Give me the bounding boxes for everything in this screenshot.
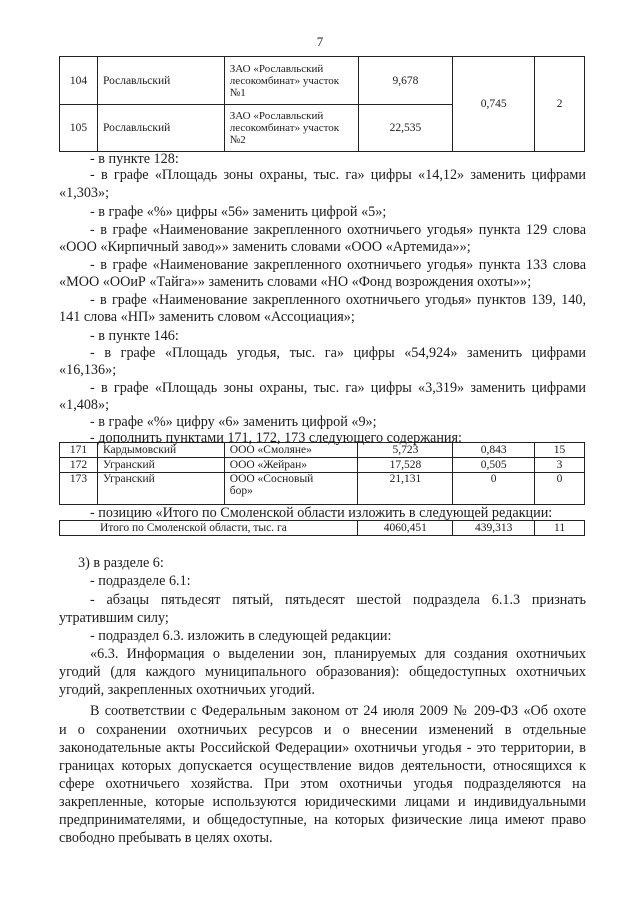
count-cell: 2 bbox=[535, 57, 585, 152]
district-cell: Угранский bbox=[97, 473, 224, 505]
area-cell: 22,535 bbox=[358, 105, 453, 152]
district-cell: Угранский bbox=[97, 458, 224, 473]
text-line: В соответствии с Федеральным законом от 24 июля 2009 № 209-ФЗ «Об охоте bbox=[90, 703, 586, 719]
text-line: утратившим силу; bbox=[59, 610, 169, 626]
owner-cell: ЗАО «Рославльский лесокомбинат» участок №2 bbox=[224, 105, 358, 152]
row-number: 171 bbox=[60, 443, 98, 458]
area-cell: 5,723 bbox=[358, 443, 453, 458]
table-row bbox=[60, 443, 585, 458]
text-line: угодий (для каждого муниципального образования): общедоступных охотничьих bbox=[59, 664, 586, 680]
row-number: 105 bbox=[60, 105, 98, 152]
row-number: 172 bbox=[60, 458, 98, 473]
count-cell: 11 bbox=[535, 521, 585, 536]
area-cell: 17,528 bbox=[358, 458, 453, 473]
text-line: «16,136»; bbox=[59, 362, 117, 378]
text-line: угодий, закрепленных охотничьих угодий. bbox=[59, 682, 315, 698]
count-cell: 15 bbox=[535, 443, 585, 458]
text-line: - в пункте 146: bbox=[90, 328, 179, 344]
text-line: предпринимателями, и общедоступные, на которых физические лица имеют право bbox=[59, 812, 586, 828]
text-line: закрепленные, которые используются юридическими лицами и индивидуальными bbox=[59, 794, 586, 810]
text-line: - в графе «Наименование закрепленного охотничьего угодья» пунктов 139, 140, bbox=[90, 292, 586, 308]
text-line: - в графе «Наименование закрепленного охотничьего угодья» пункта 133 слова bbox=[90, 257, 586, 273]
text-line: 3) в разделе 6: bbox=[78, 555, 164, 571]
row-number: 104 bbox=[60, 57, 98, 105]
text-line: - в пункте 128: bbox=[90, 151, 179, 167]
pct-cell: 0 bbox=[453, 473, 535, 505]
text-line: границах которых допускается осуществление видов деятельности, относящихся к bbox=[59, 758, 586, 774]
page-number: 7 bbox=[316, 34, 324, 49]
table-row bbox=[60, 57, 585, 105]
text-line: «1,408»; bbox=[59, 397, 110, 413]
owner-cell: ООО «Жейран» bbox=[224, 458, 358, 473]
area-cell: 9,678 bbox=[358, 57, 453, 105]
text-line: свободно пребывать в целях охоты. bbox=[59, 830, 273, 846]
row-number: 173 bbox=[60, 473, 98, 505]
text-line: - в графе «Площадь зоны охраны, тыс. га» цифры «14,12» заменить цифрами bbox=[90, 167, 586, 183]
count-cell: 3 bbox=[535, 458, 585, 473]
text-line: - подразделе 6.1: bbox=[90, 573, 191, 589]
table-total bbox=[59, 520, 585, 536]
text-line: сфере охотничьего хозяйства. При этом охотничьи угодья подразделяются на bbox=[59, 776, 586, 792]
text-line: - в графе «Площадь зоны охраны, тыс. га» цифры «3,319» заменить цифрами bbox=[90, 380, 586, 396]
text-line: - в графе «%» цифры «56» заменить цифрой «5»; bbox=[90, 204, 387, 220]
text-line: - абзацы пятьдесят пятый, пятьдесят шестой подраздела 6.1.3 признать bbox=[90, 592, 586, 608]
pct-cell: 439,313 bbox=[453, 521, 535, 536]
text-line: законодательные акты Российской Федерации» охотничьи угодья - это территории, в bbox=[59, 740, 586, 756]
text-line: 141 слова «НП» заменить словом «Ассоциация»; bbox=[59, 309, 355, 325]
pct-cell: 0,505 bbox=[453, 458, 535, 473]
text-line: «6.3. Информация о выделении зон, планируемых для создания охотничьих bbox=[90, 646, 586, 662]
owner-cell: ЗАО «Рославльский лесокомбинат» участок №1 bbox=[224, 57, 358, 105]
text-line: - дополнить пунктами 171, 172, 173 следующего содержания: bbox=[90, 430, 462, 446]
district-cell: Рославльский bbox=[97, 105, 224, 152]
area-cell: 4060,451 bbox=[358, 521, 453, 536]
table-row bbox=[60, 458, 585, 473]
area-cell: 21,131 bbox=[358, 473, 453, 505]
count-cell: 0 bbox=[535, 473, 585, 505]
table-row bbox=[60, 473, 585, 505]
owner-cell: ООО «Смоляне» bbox=[224, 443, 358, 458]
text-line: «1,303»; bbox=[59, 185, 110, 201]
text-line: - подраздел 6.3. изложить в следующей редакции: bbox=[90, 628, 392, 644]
text-line: «МОО «ООиР «Тайга»» заменить словами «НО «Фонд возрождения охоты»»; bbox=[59, 274, 532, 290]
owner-cell: ООО «Сосновый бор» bbox=[224, 473, 358, 505]
total-label: Итого по Смоленской области, тыс. га bbox=[60, 521, 358, 536]
text-line: и о сохранении охотничьих ресурсов и о внесении изменений в отдельные bbox=[59, 722, 586, 738]
text-line: - в графе «Площадь угодья, тыс. га» цифры «54,924» заменить цифрами bbox=[90, 345, 586, 361]
pct-cell: 0,843 bbox=[453, 443, 535, 458]
text-line: - в графе «%» цифру «6» заменить цифрой «9»; bbox=[90, 414, 377, 430]
table-row bbox=[60, 521, 585, 536]
district-cell: Рославльский bbox=[97, 57, 224, 105]
text-line: «ООО «Кирпичный завод»» заменить словами «ООО «Артемида»»; bbox=[59, 239, 471, 255]
text-line: - позицию «Итого по Смоленской области изложить в следующей редакции: bbox=[90, 505, 553, 521]
table-hunting-areas-1 bbox=[59, 56, 585, 152]
district-cell: Кардымовский bbox=[97, 443, 224, 458]
pct-cell: 0,745 bbox=[453, 57, 535, 152]
text-line: - в графе «Наименование закрепленного охотничьего угодья» пункта 129 слова bbox=[90, 222, 586, 238]
table-hunting-areas-2 bbox=[59, 442, 585, 505]
